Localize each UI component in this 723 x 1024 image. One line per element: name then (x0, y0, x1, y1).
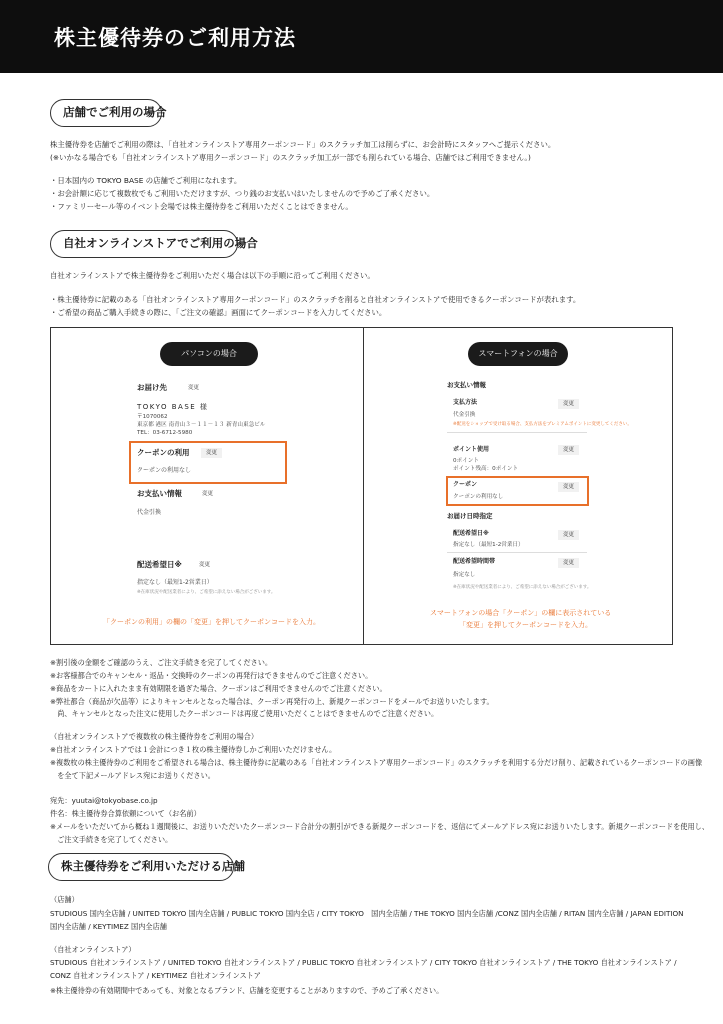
sp-payment-info-title: お支払い情報 (447, 381, 486, 389)
sp-method-note: ※配送をショップで受け取る場合、支払方法をプレミアムポイントに変更してください。 (453, 422, 632, 427)
mail-subject: 件名：株主優待券合算依頼について（お名前） (50, 809, 201, 818)
sp-points-label: ポイント使用 (453, 446, 490, 453)
store-line-2: (※いかなる場合でも「自社オンラインストア専用クーポンコード」のスクラッチ加工が一部でも削られている場合、店舗ではご利用できません。) (50, 153, 531, 162)
sp-divider-2 (447, 552, 587, 553)
sp-coupon-value: クーポンの利用なし (453, 494, 504, 500)
coupon-demo-panel (50, 327, 673, 645)
pc-date-change-button[interactable]: 変更 (199, 562, 211, 568)
sp-coupon-change-button[interactable]: 変更 (558, 482, 579, 492)
sp-divider-1 (447, 432, 587, 433)
sp-delivery-date-title: お届け日時指定 (447, 512, 493, 520)
sp-date-value: 指定なし（最短1-2営業日） (453, 542, 524, 548)
note-line-4: ※弊社都合（商品が欠品等）によりキャンセルとなった場合は、クーポン再発行の上、新規クーポンコードをメールでお送りいたします。 (50, 697, 494, 706)
store-line-1: 株主優待券を店舗でご利用の際は、「自社オンラインストア専用クーポンコード」のスクラッチ加工は削らずに、お会計時にスタッフへご提示ください。 (50, 140, 556, 149)
header-bar (0, 0, 723, 73)
pc-instruction: 「クーポンの利用」の欄の「変更」を押してクーポンコードを入力。 (103, 618, 320, 626)
note-line-1: ※割引後の金額をご確認のうえ、ご注文手続きを完了してください。 (50, 658, 273, 667)
pc-address: 東京都 港区 南青山３－１１－１３ 新青山東急ビル (137, 422, 266, 428)
online-line-2: ・株主優待券に記載のある「自社オンラインストア専用クーポンコード」のスクラッチを削ると自社オンラインストアで使用できるクーポンコードが表れます。 (50, 295, 581, 304)
store-line-3: ・日本国内の TOKYO BASE の店舗でご利用になれます。 (50, 176, 242, 185)
pc-tel: TEL：03-6712-5980 (137, 430, 193, 436)
shops-store-line-2: 国内全店舗 / KEYTIMEZ 国内全店舗 (50, 922, 167, 931)
pc-payment-change-button[interactable]: 変更 (202, 491, 214, 497)
pc-recipient: TOKYO BASE 様 (137, 403, 209, 411)
page-title: 株主優待券のご利用方法 (54, 26, 296, 50)
sp-method-value: 代金引換 (453, 412, 476, 418)
sp-points-value: 0ポイント (453, 458, 479, 464)
shops-online-heading: （自社オンラインストア） (50, 945, 136, 954)
mail-address: 宛先：yuutai@tokyobase.co.jp (50, 796, 158, 805)
shops-online-line-2: CONZ 自社オンラインストア / KEYTIMEZ 自社オンラインストア (50, 971, 261, 980)
shops-store-heading: （店舗） (50, 895, 79, 904)
panel-divider (363, 328, 364, 644)
sp-date-label: 配送希望日※ (453, 530, 489, 537)
sp-panel-title: スマートフォンの場合 (468, 342, 568, 366)
section-title-online: 自社オンラインストアでご利用の場合 (50, 230, 238, 258)
note-line-3: ※商品をカートに入れたまま有効期限を過ぎた場合、クーポンはご利用できませんのでご注意ください。 (50, 684, 387, 693)
pc-coupon-change-button[interactable]: 変更 (201, 448, 222, 458)
sp-time-change-button[interactable]: 変更 (558, 558, 579, 568)
multi-line-3: を全て下記メールアドレス宛にお送りください。 (50, 771, 215, 780)
sp-instruction-1: スマートフォンの場合「クーポン」の欄に表示されている (430, 609, 612, 617)
sp-time-label: 配送希望時間帯 (453, 558, 496, 565)
pc-coupon-label: クーポンの利用 (137, 448, 190, 457)
pc-date-label: 配送希望日※ (137, 560, 182, 569)
sp-instruction-2: 「変更」を押してクーポンコードを入力。 (459, 621, 592, 629)
sp-points-balance: ポイント残高：0ポイント (453, 466, 519, 472)
online-line-3: ・ご希望の商品ご購入手続きの際に、「ご注文の確認」画面にてクーポンコードを入力してください。 (50, 308, 387, 317)
sp-points-change-button[interactable]: 変更 (558, 445, 579, 455)
sp-date-change-button[interactable]: 変更 (558, 530, 579, 540)
pc-payment-label: お支払い情報 (137, 489, 182, 498)
sp-coupon-label: クーポン (453, 481, 478, 488)
note-line-2: ※お客様都合でのキャンセル・返品・交換時のクーポンの再発行はできませんのでご注意ください。 (50, 671, 373, 680)
pc-payment-value: 代金引換 (137, 509, 162, 516)
sp-method-label: 支払方法 (453, 399, 478, 406)
pc-delivery-label: お届け先 (137, 383, 167, 392)
multi-line-1: ※自社オンラインストアでは１会計につき１枚の株主優待券しかご利用いただけません。 (50, 745, 337, 754)
sp-method-change-button[interactable]: 変更 (558, 399, 579, 409)
sp-date-note: ※在庫状況や配送業者により、ご希望に添えない場合がございます。 (453, 585, 592, 590)
store-line-4: ・お会計額に応じて複数枚でもご利用いただけますが、つり銭のお支払いはいたしませんので予めご了承ください。 (50, 189, 435, 198)
mail-line-2: ご注文手続きを完了してください。 (50, 835, 173, 844)
pc-delivery-change-button[interactable]: 変更 (188, 385, 200, 391)
note-line-5: 尚、キャンセルとなった注文に使用したクーポンコードは再度ご使用いただくことはできませんのでご注意ください。 (50, 709, 439, 718)
shops-footnote: ※株主優待券の有効期間中であっても、対象となるブランド、店舗を変更することがありますので、予めご了承ください。 (50, 986, 444, 995)
pc-panel-title: パソコンの場合 (160, 342, 258, 366)
multi-heading: （自社オンラインストアで複数枚の株主優待券をご利用の場合） (50, 732, 259, 741)
sp-time-value: 指定なし (453, 572, 476, 578)
pc-date-value: 指定なし（最短1-2営業日） (137, 579, 213, 586)
pc-coupon-value: クーポンの利用なし (137, 467, 192, 474)
pc-date-note: ※在庫状況や配送業者により、ご希望に添えない場合がございます。 (137, 590, 276, 595)
shops-online-line-1: STUDIOUS 自社オンラインストア / UNITED TOKYO 自社オンラインストア / PUBLIC TOKYO 自社オンラインストア / CITY TOKYO 自社オンラインストア / THE TOKYO 自社オンラインストア / (50, 958, 677, 967)
pc-postal: 〒1070062 (137, 414, 168, 420)
section-title-store: 店舗でご利用の場合 (50, 99, 162, 127)
multi-line-2: ※複数枚の株主優待券のご利用をご希望される場合は、株主優待券に記載のある「自社オンラインストア専用クーポンコード」のスクラッチを利用する分だけ削り、記載されているクーポンコードの画像 (50, 758, 703, 767)
section-title-shops: 株主優待券をご利用いただける店舗 (48, 853, 234, 881)
store-line-5: ・ファミリーセール等のイベント会場では株主優待券をご利用いただくことはできません。 (50, 202, 353, 211)
shops-store-line-1: STUDIOUS 国内全店舗 / UNITED TOKYO 国内全店舗 / PUBLIC TOKYO 国内全店 / CITY TOKYO 国内全店舗 / THE TOKYO 国内全店舗 /CONZ 国内全店舗 / RITAN 国内全店舗 / JAPAN EDITION (50, 909, 684, 918)
mail-line-1: ※メールをいただいてから概ね１週間後に、お送りいただいたクーポンコード合計分の割引ができる新規クーポンコードを、返信にてメールアドレス宛にお送りいたします。新規クーポンコードを使用し、 (50, 822, 710, 831)
online-line-1: 自社オンラインストアで株主優待券をご利用いただく場合は以下の手順に沿ってご利用ください。 (50, 271, 375, 280)
